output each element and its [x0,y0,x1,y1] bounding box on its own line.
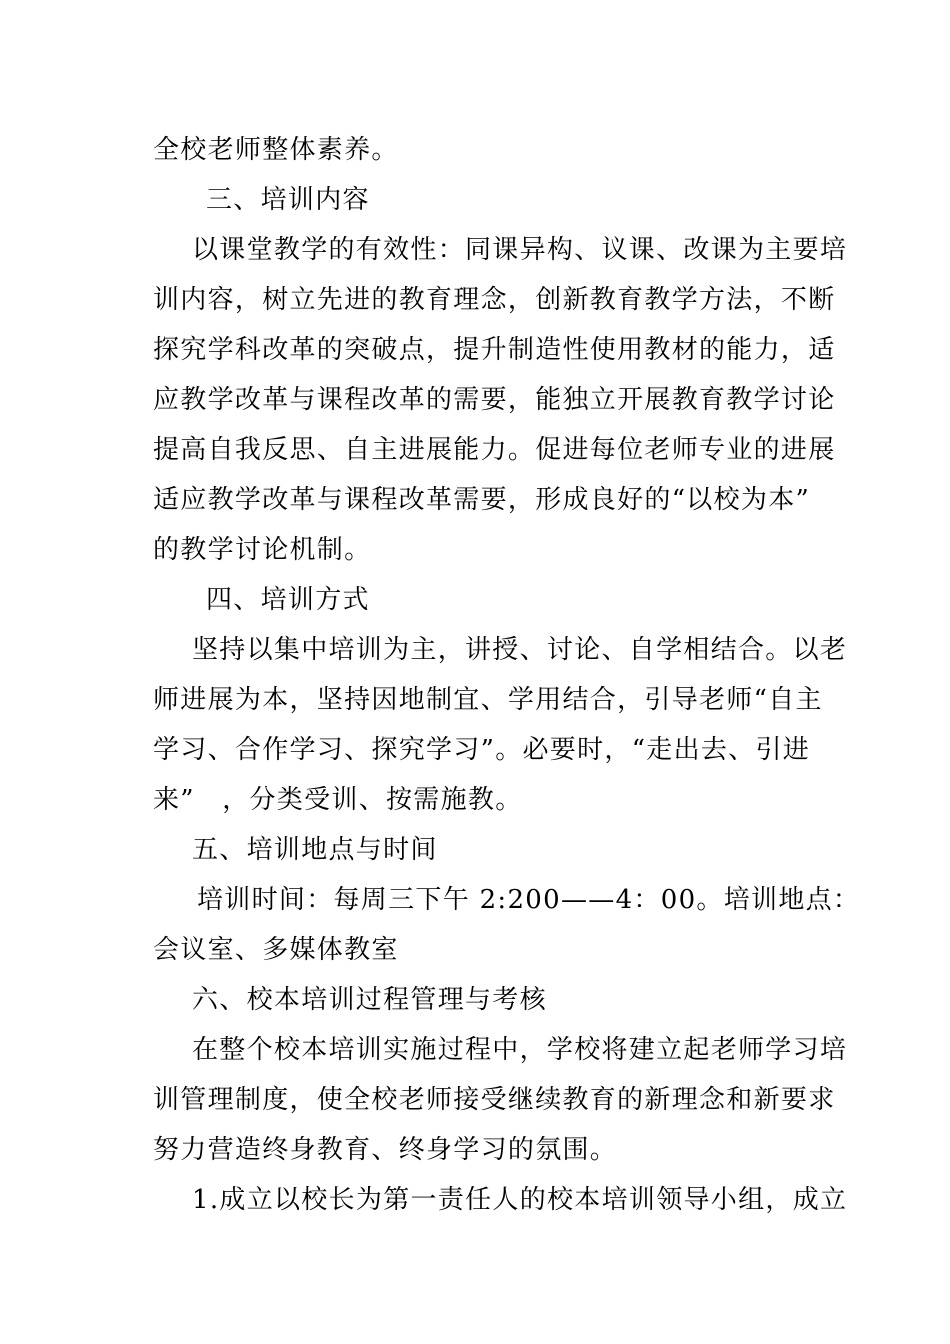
text-line: 探究学科改革的突破点，提升制造性使用教材的能力，适 [153,335,836,365]
text-line: 应教学改革与课程改革的需要，能独立开展教育教学讨论 [153,385,836,415]
text-line: 坚持以集中培训为主，讲授、讨论、自学相结合。以老 [192,635,848,665]
text-line: 提高自我反思、自主进展能力。促进每位老师专业的进展 [153,435,836,465]
text-line: 全校老师整体素养。 [153,135,399,165]
text-line: 来” ，分类受训、按需施教。 [153,785,523,815]
text-line: 在整个校本培训实施过程中，学校将建立起老师学习培 [192,1035,848,1065]
text-line: 学习、合作学习、探究学习”。必要时，“走出去、引进 [153,735,811,765]
text-line: 训管理制度，使全校老师接受继续教育的新理念和新要求 [153,1085,836,1115]
text-line: 培训时间：每周三下午 2:200——4：00。培训地点： [197,885,861,915]
text-line: 适应教学改革与课程改革需要，形成良好的“以校为本” [153,485,811,515]
section-heading: 六、校本培训过程管理与考核 [192,985,547,1015]
section-heading: 四、培训方式 [206,585,370,615]
text-line: 训内容，树立先进的教育理念，创新教育教学方法，不断 [153,285,836,315]
text-line: 1.成立以校长为第一责任人的校本培训领导小组，成立 [192,1185,848,1215]
text-line: 的教学讨论机制。 [153,535,372,565]
text-line: 以课堂教学的有效性：同课异构、议课、改课为主要培 [192,235,848,265]
text-line: 努力营造终身教育、终身学习的氛围。 [153,1135,618,1165]
section-heading: 五、培训地点与时间 [192,835,438,865]
text-line: 师进展为本，坚持因地制宜、学用结合，引导老师“自主 [153,685,823,715]
text-line: 会议室、多媒体教室 [153,935,399,965]
section-heading: 三、培训内容 [206,185,370,215]
